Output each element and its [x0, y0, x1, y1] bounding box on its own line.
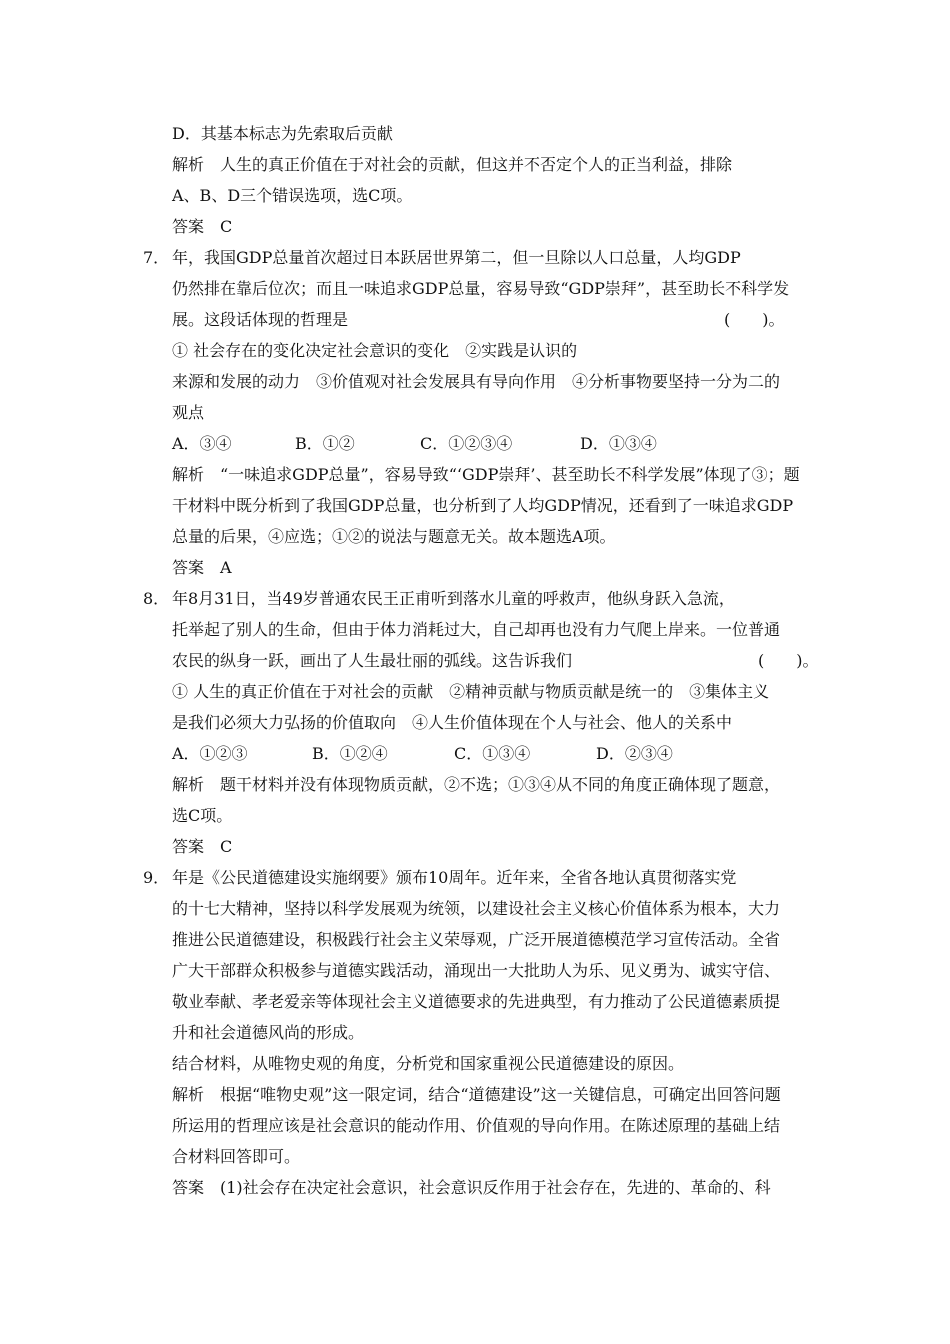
analysis-text: 干材料中既分析到了我国GDP总量，也分析到了人均GDP情况，还看到了一味追求GDP — [172, 496, 794, 515]
question-number: 9． — [143, 868, 170, 887]
analysis-text: 所运用的哲理应该是社会意识的能动作用、价值观的导向作用。在陈述原理的基础上结 — [172, 1116, 781, 1135]
question-prompt: 结合材料，从唯物史观的角度，分析党和国家重视公民道德建设的原因。 — [172, 1054, 685, 1073]
analysis-text: 解析 根据“唯物史观”这一限定词，结合“道德建设”这一关键信息，可确定出回答问题 — [172, 1085, 781, 1104]
question-text: 升和社会道德风尚的形成。 — [172, 1023, 365, 1042]
option-d: D．①③④ — [580, 434, 657, 453]
analysis-text: 选C项。 — [172, 806, 233, 825]
question-8-stem — [143, 589, 735, 609]
analysis-text: 解析 人生的真正价值在于对社会的贡献，但这并不否定个人的正当利益，排除 — [172, 155, 733, 174]
question-number: 8． — [143, 589, 170, 608]
option-a: A．①②③ — [172, 744, 248, 763]
question-text: 的十七大精神，坚持以科学发展观为统领，以建设社会主义核心价值体系为根本，大力 — [172, 899, 781, 918]
option-d: D．②③④ — [596, 744, 673, 763]
question-text: 广大干部群众积极参与道德实践活动，涌现出一大批助人为乐、见义勇为、诚实守信、 — [172, 961, 781, 980]
question-text: 托举起了别人的生命，但由于体力消耗过大，自己却再也没有力气爬上岸来。一位普通 — [172, 620, 781, 639]
answer-blank: ( )。 — [724, 310, 785, 329]
analysis-text: 总量的后果，④应选；①②的说法与题意无关。故本题选A项。 — [172, 527, 616, 546]
answer-text: 答案 A — [172, 558, 232, 577]
statement-text: ① 社会存在的变化决定社会意识的变化 ②实践是认识的 — [172, 341, 578, 360]
statement-text: 观点 — [172, 403, 205, 422]
analysis-text: 解析 “一味追求GDP总量”，容易导致“‘GDP崇拜’、甚至助长不科学发展”体现了③；题 — [172, 465, 800, 484]
option-b: B．①②④ — [312, 744, 388, 763]
question-text: 年8月31日，当49岁普通农民王正甫听到落水儿童的呼救声，他纵身跃入急流， — [172, 589, 735, 608]
question-text: 年是《公民道德建设实施纲要》颁布10周年。近年来，全省各地认真贯彻落实党 — [172, 868, 737, 887]
analysis-text: A、B、D三个错误选项，选C项。 — [172, 186, 413, 205]
option-c: C．①②③④ — [420, 434, 513, 453]
question-text: 推进公民道德建设，积极践行社会主义荣辱观，广泛开展道德模范学习宣传活动。全省 — [172, 930, 781, 949]
question-7-stem — [143, 248, 741, 268]
answer-text: 答案 (1)社会存在决定社会意识，社会意识反作用于社会存在，先进的、革命的、科 — [172, 1178, 771, 1197]
option-c: C．①③④ — [454, 744, 531, 763]
question-text: 年，我国GDP总量首次超过日本跃居世界第二，但一旦除以人口总量，人均GDP — [172, 248, 741, 267]
answer-blank: ( )。 — [758, 651, 819, 670]
analysis-text: 解析 题干材料并没有体现物质贡献，②不选；①③④从不同的角度正确体现了题意， — [172, 775, 781, 794]
question-text: 仍然排在靠后位次；而且一味追求GDP总量，容易导致“GDP崇拜”，甚至助长不科学发 — [172, 279, 790, 298]
question-text: 农民的纵身一跃，画出了人生最壮丽的弧线。这告诉我们 — [172, 651, 573, 670]
question-number: 7． — [143, 248, 170, 267]
option-d-text: D．其基本标志为先索取后贡献 — [172, 124, 393, 143]
option-b: B．①② — [295, 434, 355, 453]
question-9-stem — [143, 868, 736, 888]
question-text: 敬业奉献、孝老爱亲等体现社会主义道德要求的先进典型，有力推动了公民道德素质提 — [172, 992, 781, 1011]
statement-text: 来源和发展的动力 ③价值观对社会发展具有导向作用 ④分析事物要坚持一分为二的 — [172, 372, 781, 391]
question-text: 展。这段话体现的哲理是 — [172, 310, 349, 329]
answer-text: 答案 C — [172, 837, 233, 856]
statement-text: 是我们必须大力弘扬的价值取向 ④人生价值体现在个人与社会、他人的关系中 — [172, 713, 733, 732]
statement-text: ① 人生的真正价值在于对社会的贡献 ②精神贡献与物质贡献是统一的 ③集体主义 — [172, 682, 770, 701]
answer-text: 答案 C — [172, 217, 233, 236]
analysis-text: 合材料回答即可。 — [172, 1147, 301, 1166]
option-a: A．③④ — [172, 434, 232, 453]
